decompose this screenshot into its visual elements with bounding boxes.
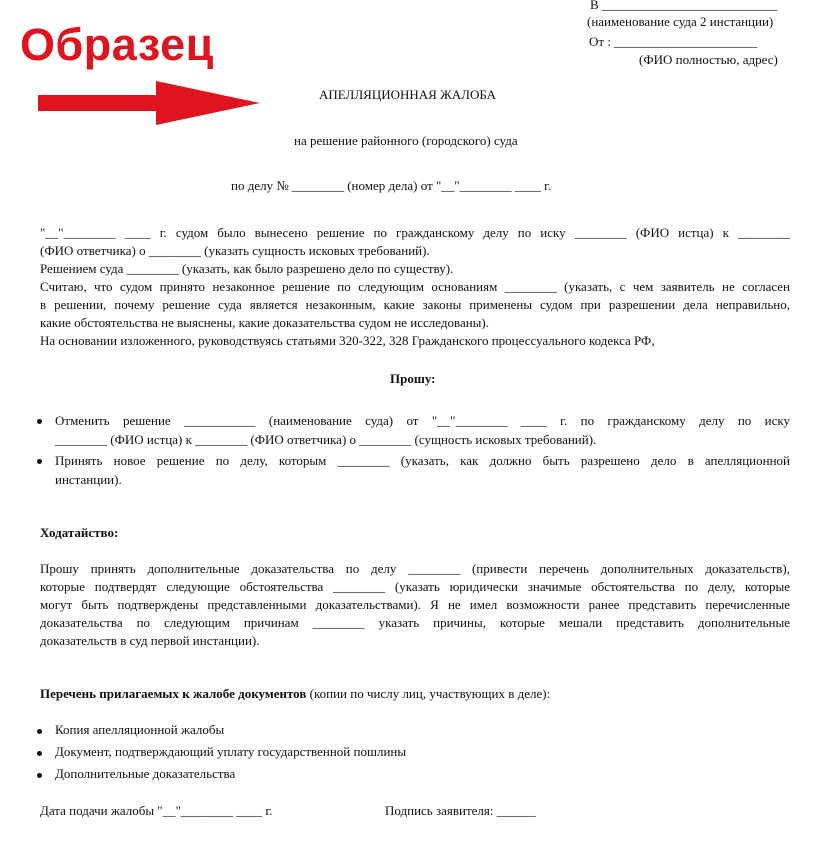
bullet-icon: [37, 419, 42, 424]
request-item-continuation: ________ (ФИО истца) к ________ (ФИО ответчика) о ________ (сущность исковых требований).: [55, 432, 597, 447]
attachment-item: Дополнительные доказательства: [55, 766, 236, 781]
request-item: Отменить решение ___________ (наименование суда) от "__"________ ____ г. по гражданскому делу по иску: [55, 413, 790, 428]
body-line: На основании изложенного, руководствуясь статьями 320-322, 328 Гражданского процессуального кодекса РФ,: [40, 333, 655, 348]
applicant-caption: (ФИО полностью, адрес): [639, 52, 778, 67]
request-heading: Прошу:: [390, 371, 436, 386]
body-line: (ФИО ответчика) о ________ (указать сущность исковых требований).: [40, 243, 430, 258]
request-item: Принять новое решение по делу, которым ________ (указать, как должно быть разрешено дело в апелляционной: [55, 453, 790, 468]
sample-stamp: Образец: [20, 19, 214, 70]
right-arrow-icon: [38, 81, 260, 125]
bullet-icon: [37, 459, 42, 464]
filing-date-line: Дата подачи жалобы "__"________ ____ г.: [40, 803, 273, 818]
motion-line: доказательства по следующим причинам ________ указать причины, которые мешали представить дополнительные: [40, 615, 790, 630]
motion-line: которые подтвердят следующие обстоятельства ________ (указать юридически значимые обстоятельства по делу, которые: [40, 579, 790, 594]
bullet-icon: [37, 729, 42, 734]
motion-heading: Ходатайство:: [40, 525, 119, 540]
document-subtitle: на решение районного (городского) суда: [294, 133, 518, 148]
motion-line: Прошу принять дополнительные доказательства по делу ________ (привести перечень дополнительных доказательств),: [40, 561, 790, 576]
document-title: АПЕЛЛЯЦИОННАЯ ЖАЛОБА: [319, 87, 497, 102]
court-recipient-caption: (наименование суда 2 инстанции): [587, 14, 774, 29]
body-line: Считаю, что судом принято незаконное решение по следующим основаниям ________ (указать, с чем заявитель не согласен: [40, 279, 790, 294]
attachment-item: Копия апелляционной жалобы: [55, 722, 225, 737]
attachments-heading: [40, 686, 550, 702]
attachment-item: Документ, подтверждающий уплату государственной пошлины: [55, 744, 407, 759]
motion-line: доказательств в суд первой инстанции).: [40, 633, 260, 648]
body-line: Решением суда ________ (указать, как было разрешено дело по существу).: [40, 261, 454, 276]
case-number-line: по делу № ________ (номер дела) от "__"________ ____ г.: [231, 178, 552, 193]
bullet-icon: [37, 773, 42, 778]
body-line: какие обстоятельства не выяснены, какие доказательства судом не исследованы).: [40, 315, 489, 330]
request-item-continuation: инстанции).: [55, 472, 122, 487]
signature-line: Подпись заявителя: ______: [385, 803, 536, 818]
court-recipient-line: В ___________________________: [590, 0, 778, 12]
body-line: в решении, почему решение суда является незаконным, какие законы применены судом при разрешении дела неправильно,: [40, 297, 790, 312]
attachments-heading-bold: Перечень прилагаемых к жалобе документов: [40, 686, 307, 701]
bullet-icon: [37, 751, 42, 756]
body-line: "__"________ ____ г. судом было вынесено решение по гражданскому делу по иску ________ (ФИО истца) к ________: [40, 225, 790, 240]
attachments-heading-rest: (копии по числу лиц, участвующих в деле):: [306, 686, 551, 701]
applicant-line: От : ______________________: [589, 34, 758, 49]
motion-line: могут быть подтверждены представленными доказательствами). Я не имел возможности ранее представить перечисленные: [40, 597, 790, 612]
